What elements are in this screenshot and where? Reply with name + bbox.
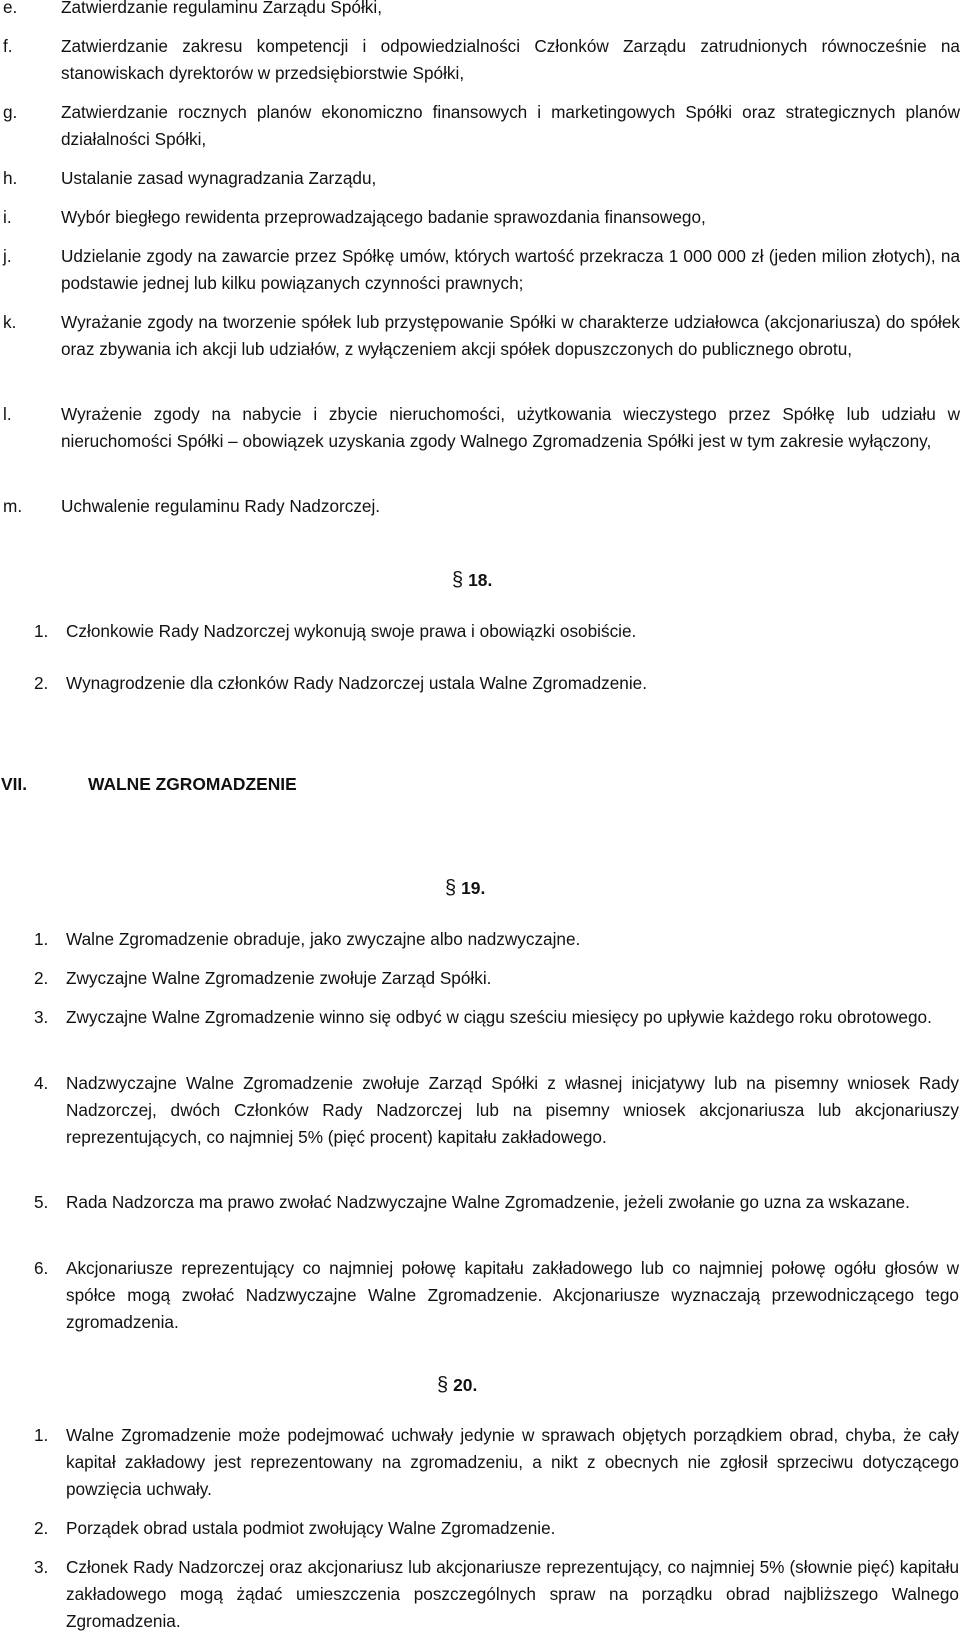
list-item [3,0,960,21]
list-marker: 5. [34,1192,49,1212]
list-marker: 3. [34,1557,49,1577]
list-item [34,1004,959,1031]
list-marker: 4. [34,1073,49,1093]
list-item [3,243,960,297]
list-text: Zatwierdzanie regulaminu Zarządu Spółki, [61,0,382,17]
chapter-number: VII. [1,774,28,794]
list-marker: 2. [34,1518,49,1538]
list-text: Ustalanie zasad wynagradzania Zarządu, [61,168,377,188]
list-marker: g. [3,102,18,122]
list-item [34,1422,959,1503]
chapter-heading [0,772,297,796]
list-text: Zwyczajne Walne Zgromadzenie zwołuje Zarząd Spółki. [66,968,492,988]
list-marker: h. [3,168,18,188]
list-marker: 1. [34,621,49,641]
list-item [3,165,960,192]
section-heading-19 [445,876,485,900]
list-marker: 1. [34,929,49,949]
list-marker: f. [3,36,13,56]
section-number: 18. [468,570,493,590]
section-heading-20 [437,1373,477,1397]
list-marker: k. [3,312,17,332]
list-text: Zatwierdzanie rocznych planów ekonomiczno finansowych i marketingowych Spółki oraz strategicznych planów działalności Spółki, [61,102,960,149]
list-text: Zwyczajne Walne Zgromadzenie winno się odbyć w ciągu sześciu miesięcy po upływie każdego roku obrotowego. [66,1007,932,1027]
list-marker: e. [3,0,18,17]
list-item [34,670,959,697]
list-marker: 1. [34,1425,49,1445]
list-text: Uchwalenie regulaminu Rady Nadzorczej. [61,496,381,516]
list-text: Wynagrodzenie dla członków Rady Nadzorczej ustala Walne Zgromadzenie. [66,673,648,693]
section-number: 19. [461,878,486,898]
section-symbol: § [437,1374,449,1396]
section-heading-18 [452,568,492,592]
list-text: Porządek obrad ustala podmiot zwołujący Walne Zgromadzenie. [66,1518,556,1538]
list-item [34,965,959,992]
list-item [3,33,960,87]
list-text: Wyrażanie zgody na tworzenie spółek lub przystępowanie Spółki w charakterze udziałowca (akcjonariusza) do spółek oraz zbywania ich akcji lub udziałów, z wyłączeniem akcji spółek dopuszczonych do publicznego obrotu, [61,312,960,359]
list-marker: m. [3,496,23,516]
list-marker: 2. [34,673,49,693]
list-item [34,1070,959,1151]
list-item [34,1189,959,1216]
list-text: Członkowie Rady Nadzorczej wykonują swoje prawa i obowiązki osobiście. [66,621,637,641]
list-item [34,1554,959,1635]
section-symbol: § [452,569,464,591]
list-item [3,493,960,520]
list-text: Zatwierdzanie zakresu kompetencji i odpowiedzialności Członków Zarządu zatrudnionych równocześnie na stanowiskach dyrektorów w przedsiębiorstwie Spółki, [61,36,960,83]
list-item [3,309,960,363]
list-text: Akcjonariusze reprezentujący co najmniej połowę kapitału zakładowego lub co najmniej połowę ogółu głosów w spółce mogą zwołać Nadzwyczajne Walne Zgromadzenie. Akcjonariusze wyznaczają przewodniczącego tego zgromadzenia. [66,1258,959,1332]
list-text: Wyrażenie zgody na nabycie i zbycie nieruchomości, użytkowania wieczystego przez Spółkę lub udziału w nieruchomości Spółki – obowiązek uzyskania zgody Walnego Zgromadzenia Spółki jest w tym zakresie wyłączony, [61,404,960,451]
list-marker: 2. [34,968,49,988]
list-text: Udzielanie zgody na zawarcie przez Spółkę umów, których wartość przekracza 1 000 000 zł (jeden milion złotych), na podstawie jednej lub kilku powiązanych czynności prawnych; [61,246,960,293]
list-text: Walne Zgromadzenie może podejmować uchwały jedynie w sprawach objętych porządkiem obrad, chyba, że cały kapitał zakładowy jest reprezentowany na zgromadzeniu, a nikt z obecnych nie zgłosił sprzeciwu dotyczącego powzięcia uchwały. [66,1425,959,1499]
list-text: Rada Nadzorcza ma prawo zwołać Nadzwyczajne Walne Zgromadzenie, jeżeli zwołanie go uzna za wskazane. [66,1192,910,1212]
list-marker: 6. [34,1258,49,1278]
list-item [34,618,959,645]
list-marker: i. [3,207,12,227]
list-item [34,1255,959,1336]
list-text: Wybór biegłego rewidenta przeprowadzającego badanie sprawozdania finansowego, [61,207,706,227]
list-item [34,1515,959,1542]
list-text: Walne Zgromadzenie obraduje, jako zwyczajne albo nadzwyczajne. [66,929,581,949]
list-item [34,926,959,953]
list-marker: l. [3,404,12,424]
section-number: 20. [453,1375,478,1395]
list-item [3,204,960,231]
list-marker: j. [3,246,12,266]
list-text: Nadzwyczajne Walne Zgromadzenie zwołuje Zarząd Spółki z własnej inicjatywy lub na pisemny wniosek Rady Nadzorczej, dwóch Członków Rady Nadzorczej lub na pisemny wniosek akcjonariusza lub akcjonariuszy reprezentujących, co najmniej 5% (pięć procent) kapitału zakładowego. [66,1073,959,1147]
list-item [3,401,960,455]
section-symbol: § [445,877,457,899]
chapter-title: WALNE ZGROMADZENIE [88,774,297,794]
list-marker: 3. [34,1007,49,1027]
list-item [3,99,960,153]
list-text: Członek Rady Nadzorczej oraz akcjonariusz lub akcjonariusze reprezentujący, co najmniej 5% (słownie pięć) kapitału zakładowego mogą żądać umieszczenia poszczególnych spraw na porządku obrad najbliższego Walnego Zgromadzenia. [66,1557,959,1631]
